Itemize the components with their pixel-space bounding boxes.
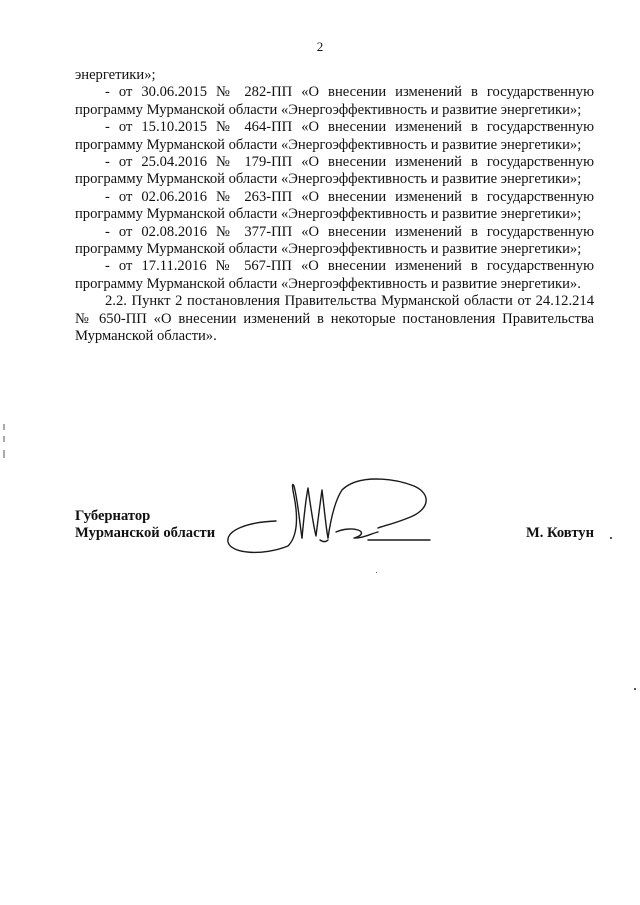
clause-paragraph: 2.2. Пункт 2 постановления Правительства Мурманской области от 24.12.214 № 650-ПП «О внесении изменений в некоторые постановления Правительства Мурманской области».: [75, 293, 594, 345]
list-item: - от 30.06.2015 № 282-ПП «О внесении изменений в государственную программу Мурманской области «Энергоэффективность и развитие энергетики»;: [75, 84, 594, 118]
scan-speck: [376, 572, 377, 573]
document-body: [75, 67, 594, 346]
scan-speck: [634, 688, 636, 690]
list-item: - от 25.04.2016 № 179-ПП «О внесении изменений в государственную программу Мурманской области «Энергоэффективность и развитие энергетики»;: [75, 154, 594, 188]
list-item: - от 02.06.2016 № 263-ПП «О внесении изменений в государственную программу Мурманской области «Энергоэффективность и развитие энергетики»;: [75, 188, 594, 223]
paragraph-continuation: энергетики»;: [75, 67, 156, 83]
margin-mark: [3, 424, 5, 458]
page-number: 2: [316, 39, 324, 54]
list-item: - от 17.11.2016 № 567-ПП «О внесении изменений в государственную программу Мурманской области «Энергоэффективность и развитие энергетики».: [75, 258, 594, 292]
list-item: - от 15.10.2015 № 464-ПП «О внесении изменений в государственную программу Мурманской области «Энергоэффективность и развитие энергетики»;: [75, 119, 594, 153]
scan-speck: [610, 537, 612, 539]
signatory-name: М. Ковтун: [525, 525, 594, 542]
handwritten-signature: [218, 476, 448, 566]
signatory-title-line1: Губернатор: [75, 508, 151, 524]
list-item: - от 02.08.2016 № 377-ПП «О внесении изменений в государственную программу Мурманской области «Энергоэффективность и развитие энергетики»;: [75, 223, 594, 258]
signatory-title-line2: Мурманской области: [75, 525, 216, 542]
